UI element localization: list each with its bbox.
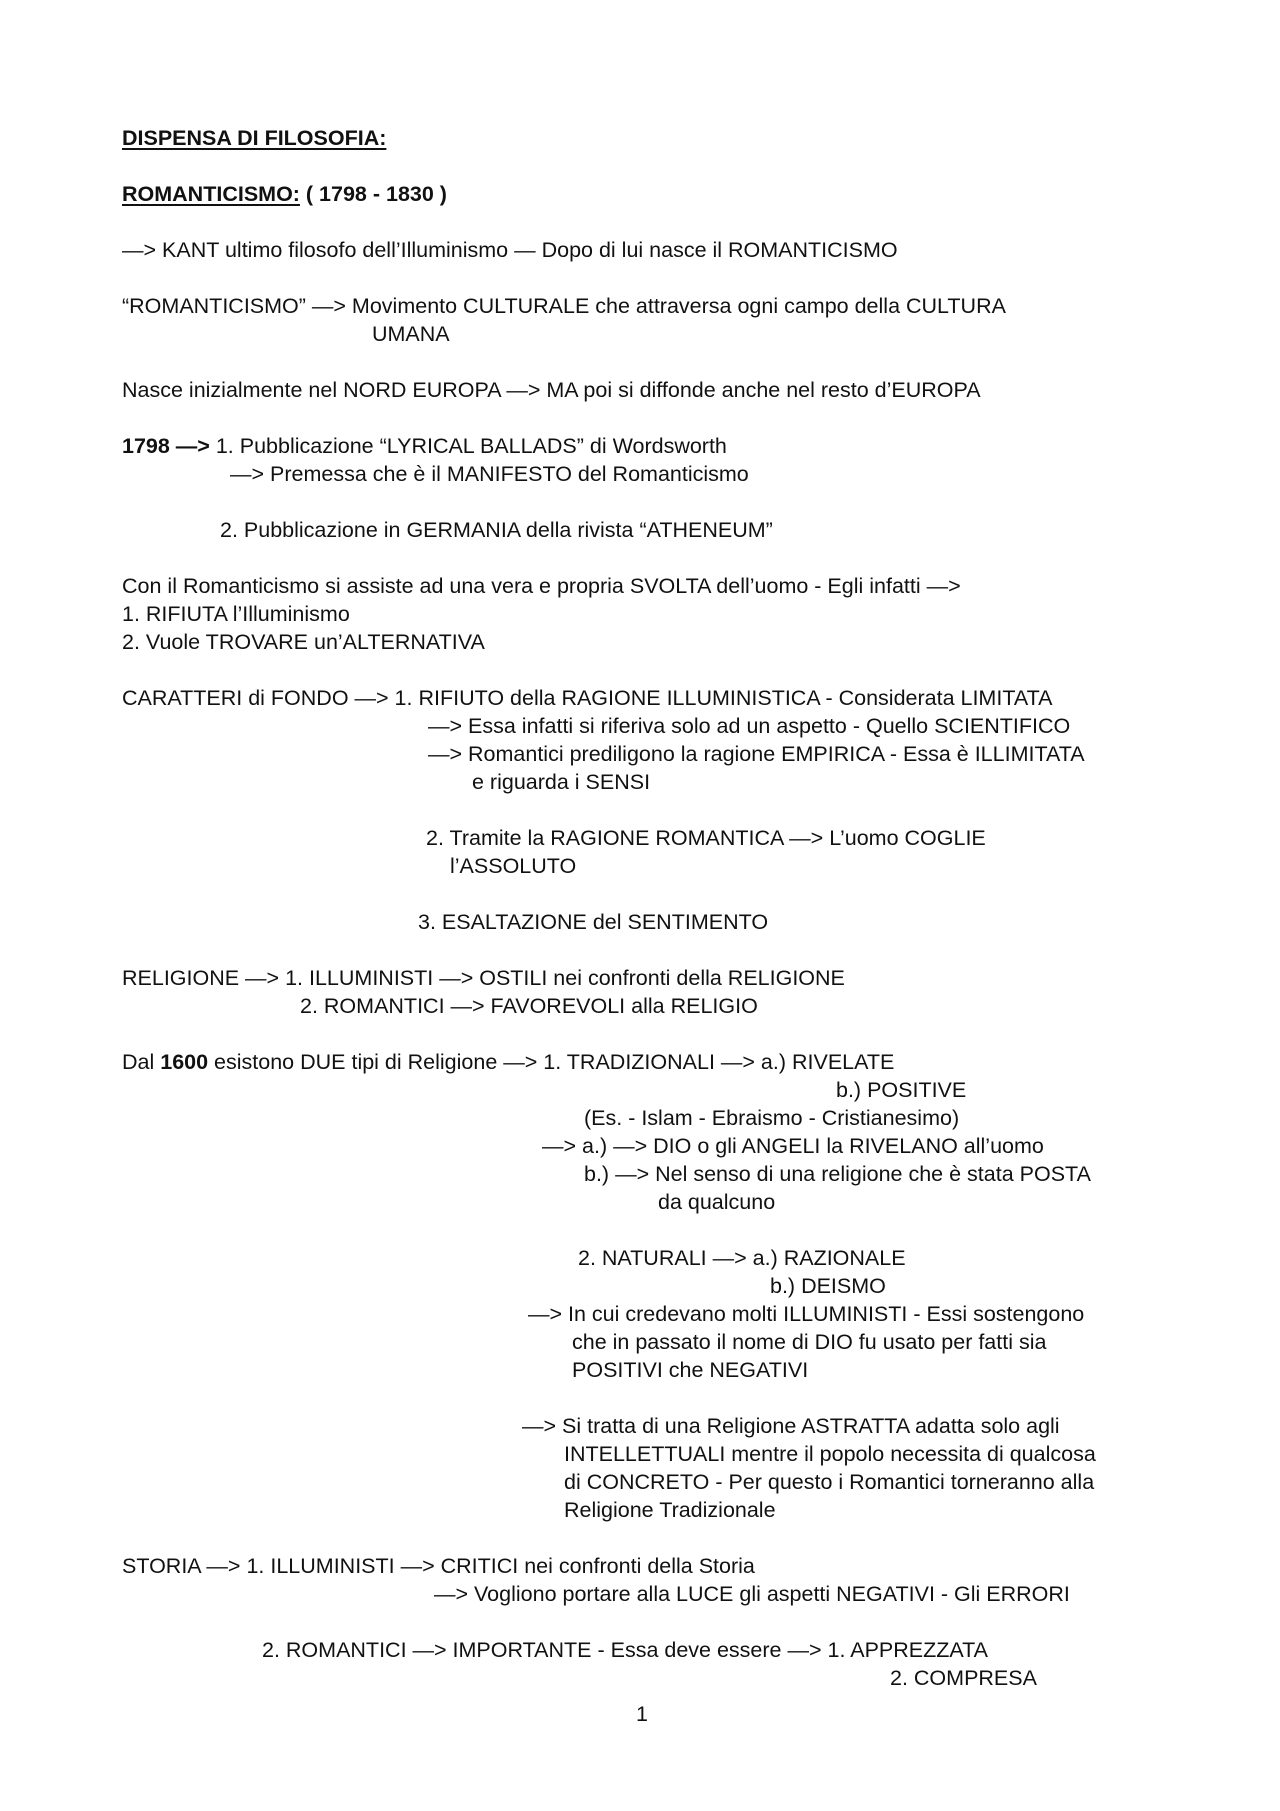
line-caratteri-2: 2. Tramite la RAGIONE ROMANTICA —> L’uomo COGLIE [426,826,986,850]
section-dates: ( 1798 - 1830 ) [299,182,447,206]
line-premessa: —> Premessa che è il MANIFESTO del Romanticismo [230,462,749,486]
line-astratta-1: —> Si tratta di una Religione ASTRATTA adatta solo agli [522,1414,1060,1438]
line-positive: b.) POSITIVE [836,1078,967,1102]
section-heading [122,180,447,208]
text-span: Dal [122,1050,161,1074]
line-deismo: b.) DEISMO [770,1274,886,1298]
line-svolta: Con il Romanticismo si assiste ad una vera e propria SVOLTA dell’uomo - Egli infatti —> [122,574,961,598]
line-definition-cont: UMANA [372,322,450,346]
line-posta: b.) —> Nel senso di una religione che è stata POSTA [584,1162,1091,1186]
line-astratta-3: di CONCRETO - Per questo i Romantici torneranno alla [564,1470,1095,1494]
line-religione: RELIGIONE —> 1. ILLUMINISTI —> OSTILI nei confronti della RELIGIONE [122,966,845,990]
line-naturali: 2. NATURALI —> a.) RAZIONALE [578,1246,906,1270]
line-dal-1600 [122,1048,894,1076]
line-1798 [122,432,727,460]
line-caratteri-2b: l’ASSOLUTO [450,854,577,878]
line-astratta-2: INTELLETTUALI mentre il popolo necessita di qualcosa [564,1442,1096,1466]
line-caratteri-c: e riguarda i SENSI [472,770,651,794]
line-storia-2: 2. ROMANTICI —> IMPORTANTE - Essa deve essere —> 1. APPREZZATA [262,1638,989,1662]
line-storia-2b: 2. COMPRESA [890,1666,1037,1690]
line-caratteri-b: —> Romantici prediligono la ragione EMPIRICA - Essa è ILLIMITATA [428,742,1085,766]
line-storia-b: —> Vogliono portare alla LUCE gli aspetti NEGATIVI - Gli ERRORI [434,1582,1070,1606]
line-caratteri-3: 3. ESALTAZIONE del SENTIMENTO [418,910,769,934]
line-kant: —> KANT ultimo filosofo dell’Illuminismo — Dopo di lui nasce il ROMANTICISMO [122,238,898,262]
line-definition: “ROMANTICISMO” —> Movimento CULTURALE che attraversa ogni campo della CULTURA [122,294,1006,318]
line-rivelano: —> a.) —> DIO o gli ANGELI la RIVELANO all’uomo [542,1134,1044,1158]
line-religione-2: 2. ROMANTICI —> FAVOREVOLI alla RELIGIO [300,994,758,1018]
line-esempi: (Es. - Islam - Ebraismo - Cristianesimo) [584,1106,960,1130]
page-number: 1 [636,1702,648,1726]
line-posta-cont: da qualcuno [658,1190,776,1214]
year-1600: 1600 [160,1050,209,1074]
line-atheneum: 2. Pubblicazione in GERMANIA della rivista “ATHENEUM” [220,518,773,542]
section-name: ROMANTICISMO: [122,182,300,206]
line-astratta-4: Religione Tradizionale [564,1498,776,1522]
line-nasce: Nasce inizialmente nel NORD EUROPA —> MA poi si diffonde anche nel resto d’EUROPA [122,378,981,402]
line-storia: STORIA —> 1. ILLUMINISTI —> CRITICI nei confronti della Storia [122,1554,755,1578]
line-incui-2: che in passato il nome di DIO fu usato per fatti sia [572,1330,1047,1354]
line-caratteri: CARATTERI di FONDO —> 1. RIFIUTO della RAGIONE ILLUMINISTICA - Considerata LIMITATA [122,686,1053,710]
line-incui-1: —> In cui credevano molti ILLUMINISTI - Essi sostengono [528,1302,1085,1326]
line-incui-3: POSITIVI che NEGATIVI [572,1358,809,1382]
list-item: 1. RIFIUTA l’Illuminismo [122,602,350,626]
year-1798: 1798 —> [122,434,210,458]
text-span: esistono DUE tipi di Religione —> 1. TRADIZIONALI —> a.) RIVELATE [208,1050,895,1074]
lyrical-ballads: 1. Pubblicazione “LYRICAL BALLADS” di Wordsworth [209,434,727,458]
list-item: 2. Vuole TROVARE un’ALTERNATIVA [122,630,485,654]
document-title: DISPENSA DI FILOSOFIA: [122,126,387,150]
line-caratteri-a: —> Essa infatti si riferiva solo ad un aspetto - Quello SCIENTIFICO [428,714,1071,738]
